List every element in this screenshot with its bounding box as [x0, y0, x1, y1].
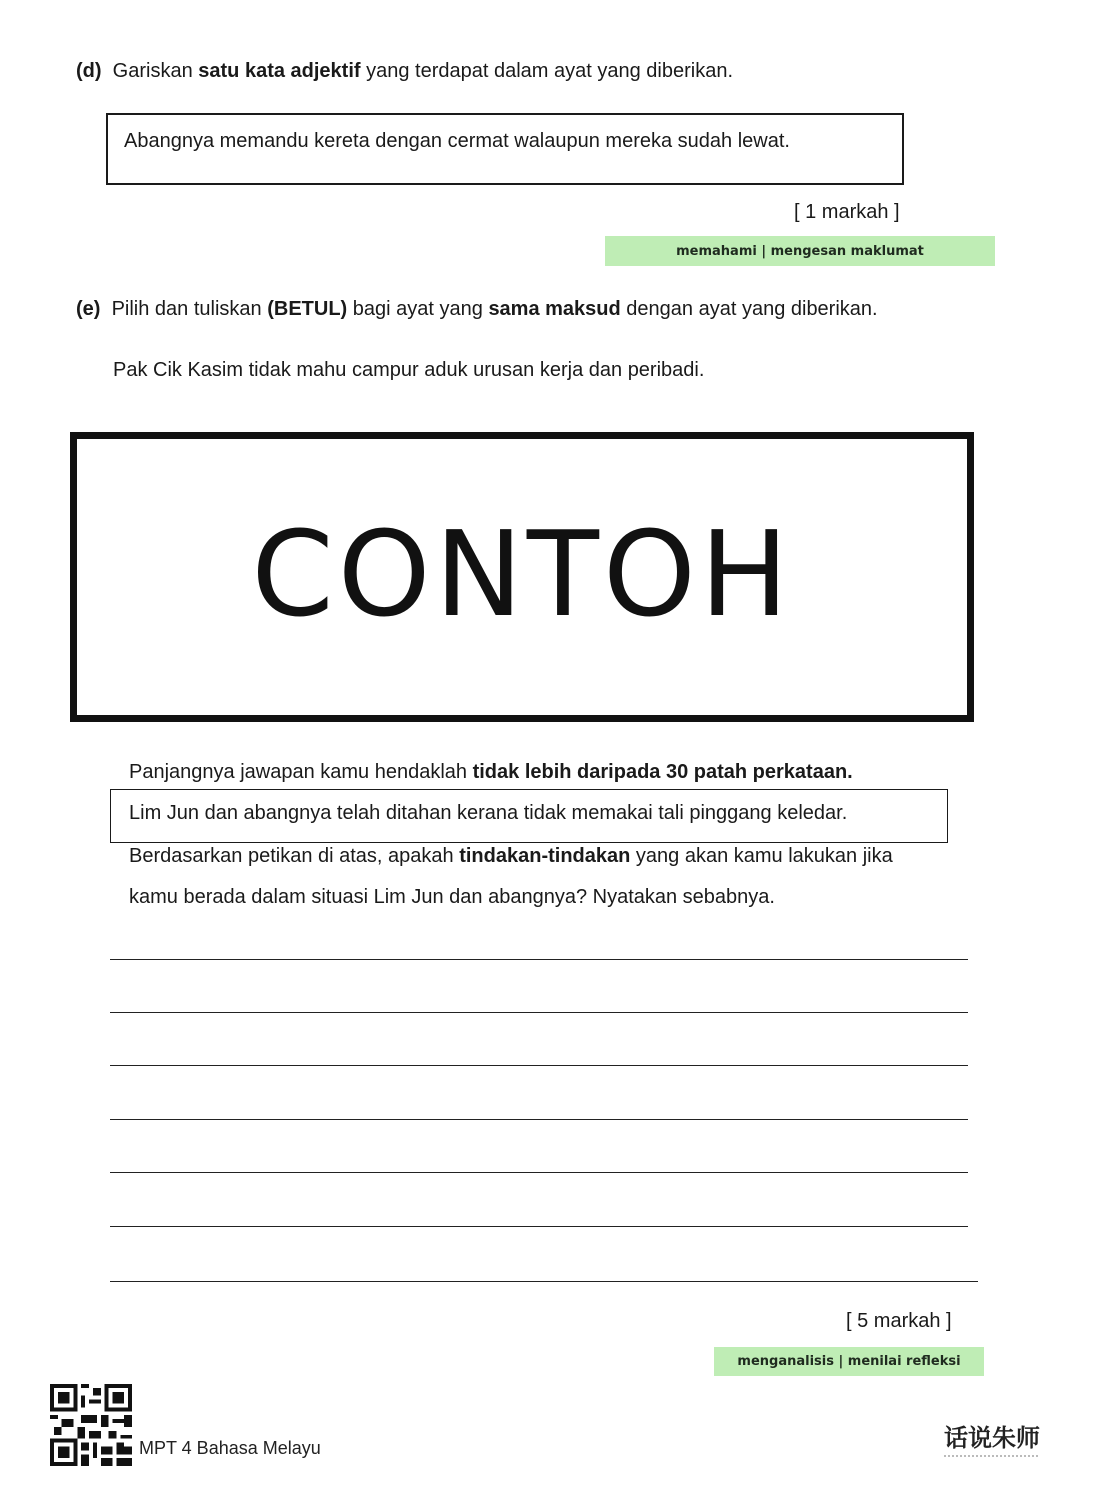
answer-line[interactable]: [110, 1012, 968, 1013]
answer-line[interactable]: [110, 1065, 968, 1066]
question-f-instruction-pre: Panjangnya jawapan kamu hendaklah: [129, 761, 473, 783]
question-e-text-post: dengan ayat yang diberikan.: [620, 298, 878, 320]
question-d-sentence[interactable]: Abangnya memandu kereta dengan cermat walaupun mereka sudah lewat.: [124, 130, 790, 152]
question-d-skill-tag: memahami | mengesan maklumat: [605, 236, 995, 266]
question-f-instruction-bold: tidak lebih daripada 30 patah perkataan.: [472, 761, 853, 783]
question-e-text-bold1: (BETUL): [267, 298, 348, 320]
question-d-text-post: yang terdapat dalam ayat yang diberikan.: [360, 60, 734, 82]
question-f-question-line1: [129, 845, 893, 868]
answer-line[interactable]: [110, 959, 968, 960]
answer-line[interactable]: [110, 1281, 978, 1282]
question-f-instruction: [129, 761, 853, 784]
qr-code-icon[interactable]: [50, 1384, 132, 1466]
question-e-text-bold2: sama maksud: [488, 298, 621, 320]
question-e-number: (e): [76, 298, 101, 320]
footer-label: MPT 4 Bahasa Melayu: [139, 1438, 321, 1458]
question-d-marks: [ 1 markah ]: [794, 201, 900, 223]
question-f-question-post: yang akan kamu lakukan jika: [630, 845, 893, 867]
answer-line[interactable]: [110, 1226, 968, 1227]
contoh-watermark-text: CONTOH: [251, 505, 793, 643]
answer-line[interactable]: [110, 1172, 968, 1173]
brand-logo-text: 话说朱师: [944, 1424, 1040, 1452]
question-e-prompt: [76, 298, 878, 321]
question-f-context-box: [110, 789, 948, 843]
question-d-prompt: [76, 60, 733, 83]
question-d-text-pre: Gariskan: [112, 60, 199, 82]
question-e-text-pre: Pilih dan tuliskan: [111, 298, 268, 320]
question-f-context: Lim Jun dan abangnya telah ditahan kerana tidak memakai tali pinggang keledar.: [129, 802, 848, 824]
question-f-question-pre: Berdasarkan petikan di atas, apakah: [129, 845, 460, 867]
brand-logo: [928, 1424, 1056, 1466]
question-e-sentence: Pak Cik Kasim tidak mahu campur aduk urusan kerja dan peribadi.: [113, 359, 705, 381]
question-e-text-mid: bagi ayat yang: [347, 298, 489, 320]
contoh-watermark-box: [70, 432, 974, 722]
question-d-number: (d): [76, 60, 102, 82]
question-f-marks: [ 5 markah ]: [846, 1310, 952, 1332]
question-f-question-line2: kamu berada dalam situasi Lim Jun dan abangnya? Nyatakan sebabnya.: [129, 886, 775, 908]
answer-line[interactable]: [110, 1119, 968, 1120]
question-d-sentence-box: [106, 113, 904, 185]
question-f-question-bold: tindakan-tindakan: [459, 845, 631, 867]
question-d-text-bold: satu kata adjektif: [198, 60, 361, 82]
question-f-skill-tag: menganalisis | menilai refleksi: [714, 1347, 984, 1376]
